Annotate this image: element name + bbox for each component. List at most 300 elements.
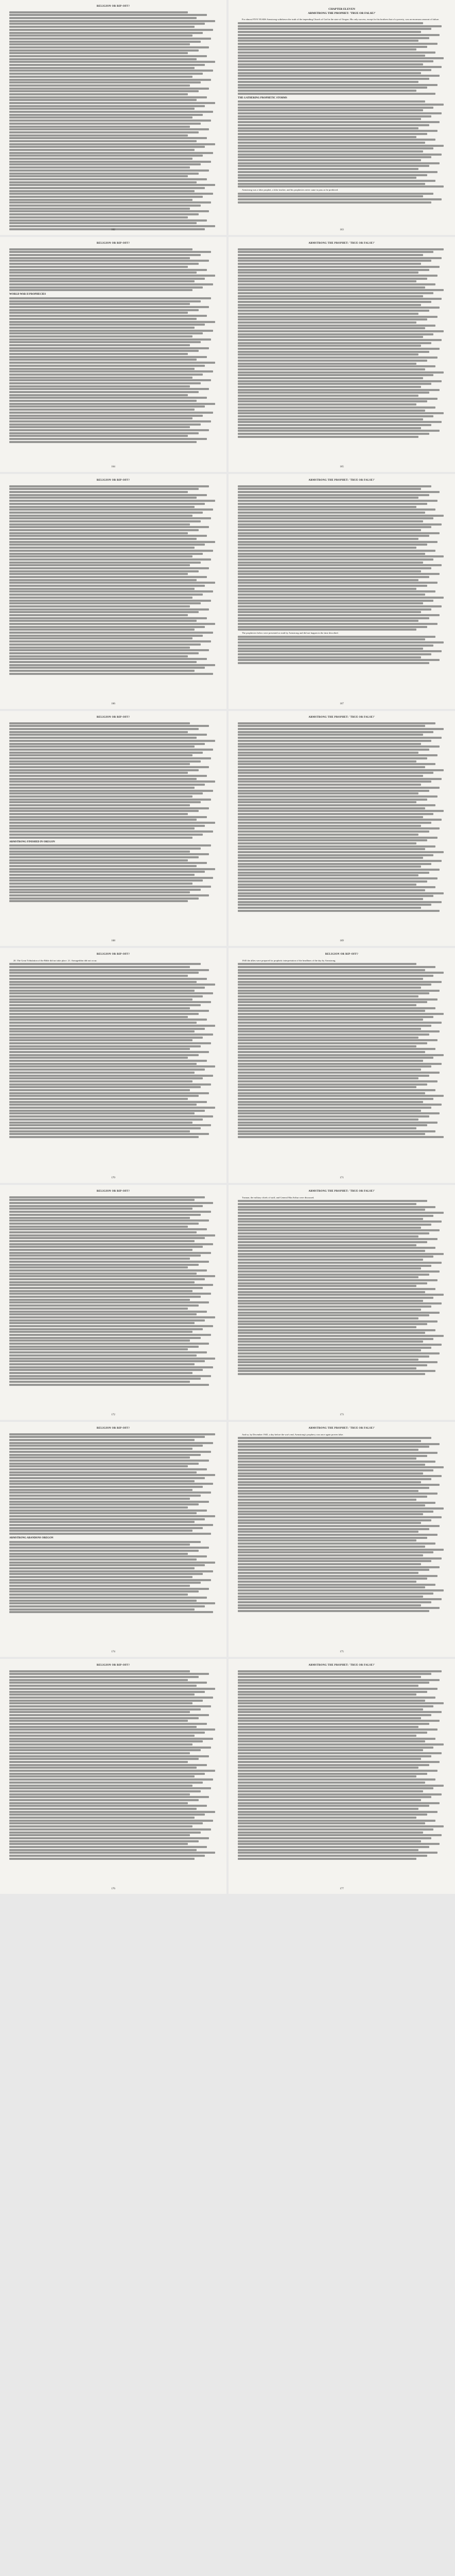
text-line (238, 877, 437, 879)
book-page (0, 1422, 226, 1657)
text-line (9, 149, 195, 151)
text-line (9, 673, 213, 675)
text-line (9, 1785, 192, 1787)
text-line (238, 424, 431, 426)
text-line (9, 1726, 197, 1728)
text-line (9, 757, 211, 759)
text-line (238, 1244, 416, 1246)
text-line (238, 804, 435, 806)
text-line (9, 515, 192, 517)
text-line (238, 263, 421, 265)
text-line (9, 1796, 209, 1798)
text-line (9, 1363, 195, 1365)
text-line (238, 1037, 418, 1039)
text-line (9, 827, 195, 829)
text-line (9, 1740, 203, 1742)
text-line (238, 133, 427, 135)
text-line (9, 1308, 188, 1310)
text-line (238, 1601, 431, 1603)
text-line (9, 114, 203, 116)
text-line (9, 1196, 205, 1198)
text-line (238, 1740, 425, 1742)
text-line (238, 1107, 431, 1109)
text-line (238, 1262, 442, 1264)
text-line (238, 177, 416, 179)
text-line (9, 1585, 190, 1587)
text-line (9, 1016, 188, 1018)
text-line (238, 63, 423, 65)
text-line (9, 1065, 215, 1067)
text-line (9, 280, 195, 282)
text-line (238, 1265, 431, 1267)
text-line (238, 1693, 416, 1696)
text-line (238, 1267, 421, 1269)
text-line (238, 1118, 418, 1121)
text-line (238, 834, 418, 836)
text-line (238, 623, 437, 625)
book-page (229, 1422, 455, 1657)
text-line (238, 386, 421, 388)
text-line (9, 131, 199, 133)
text-line (238, 1472, 423, 1475)
text-line (9, 1501, 209, 1503)
text-line (238, 57, 444, 59)
text-line (9, 1060, 207, 1062)
text-line (238, 570, 421, 572)
text-line (238, 81, 418, 83)
text-line (9, 810, 199, 812)
text-line (238, 1030, 440, 1032)
text-line (238, 1212, 444, 1214)
text-line (238, 1224, 431, 1226)
text-line (9, 1246, 203, 1248)
text-line (238, 1323, 427, 1325)
text-line (9, 438, 207, 440)
text-line (9, 199, 192, 201)
text-line (9, 46, 209, 48)
text-line (9, 787, 195, 789)
text-line (238, 1110, 421, 1112)
text-line (9, 1787, 211, 1789)
text-line (9, 886, 211, 888)
text-line (9, 420, 211, 422)
text-line (238, 1799, 421, 1801)
text-line (238, 594, 425, 596)
text-line (9, 1454, 201, 1456)
text-line (238, 1610, 429, 1612)
text-line (9, 1717, 199, 1719)
text-line (9, 1720, 188, 1722)
text-line (238, 813, 433, 815)
text-line (238, 629, 416, 631)
text-line (9, 400, 197, 402)
text-line (9, 289, 192, 291)
text-line (9, 1127, 201, 1129)
text-line (9, 749, 213, 751)
text-line (238, 1065, 431, 1067)
text-line (238, 1584, 435, 1586)
text-line (238, 1817, 416, 1819)
text-line (238, 174, 427, 176)
text-line (238, 1221, 442, 1223)
text-line (238, 48, 416, 50)
paragraph: Truman, the military chiefs of staff, and General MacArthur were discussed. (242, 1196, 314, 1199)
text-line (9, 790, 213, 792)
text-line (238, 1802, 440, 1804)
text-line (9, 1115, 213, 1117)
text-line (9, 640, 211, 642)
text-line (9, 883, 192, 885)
text-line (238, 1767, 418, 1769)
text-line (9, 1749, 201, 1751)
text-line (9, 1761, 188, 1763)
text-line (9, 1670, 190, 1672)
text-line (9, 1337, 201, 1339)
text-line (238, 1279, 437, 1281)
text-line (238, 837, 437, 839)
text-line (238, 1673, 431, 1675)
text-line (9, 1033, 213, 1036)
text-line (9, 1832, 201, 1834)
text-line (238, 1714, 431, 1716)
text-line (238, 734, 423, 736)
text-line (238, 1349, 421, 1351)
text-line (238, 136, 416, 138)
text-line (238, 1481, 421, 1483)
text-line (238, 100, 425, 103)
page-number: 167 (340, 703, 344, 706)
text-line (238, 585, 427, 587)
text-line (9, 1331, 192, 1333)
text-line (238, 1808, 418, 1810)
text-line (238, 1136, 444, 1138)
text-line (9, 1133, 209, 1135)
text-line (238, 55, 425, 57)
text-line (238, 1607, 440, 1609)
text-line (238, 1787, 433, 1789)
text-line (9, 166, 190, 168)
text-line (238, 1557, 442, 1560)
text-line (9, 1811, 215, 1813)
text-line (238, 330, 444, 332)
text-line (238, 1452, 437, 1454)
text-line (9, 1524, 213, 1526)
text-line (238, 1092, 425, 1094)
text-line (9, 1483, 213, 1485)
text-line (9, 620, 197, 622)
text-line (9, 254, 201, 256)
text-line (9, 1231, 197, 1233)
text-line (238, 395, 418, 397)
section-heading: ARMSTRONG ABANDONS OREGON (9, 1537, 54, 1540)
text-line (238, 1312, 440, 1314)
text-line (238, 1028, 421, 1030)
text-line (9, 837, 192, 839)
text-line (9, 70, 213, 72)
text-line (238, 588, 416, 590)
text-line (9, 1258, 190, 1260)
text-line (9, 851, 190, 853)
text-line (238, 398, 437, 400)
text-line (9, 1340, 190, 1342)
text-line (9, 1028, 205, 1030)
text-line (238, 257, 442, 259)
text-line (9, 509, 213, 511)
text-line (238, 1543, 435, 1545)
text-line (238, 1352, 440, 1354)
text-line (9, 1442, 213, 1444)
text-line (238, 1285, 416, 1287)
text-line (9, 173, 199, 175)
text-line (238, 1355, 429, 1358)
book-page (0, 1659, 226, 1894)
text-line (238, 1676, 421, 1678)
text-line (238, 1440, 421, 1442)
text-line (238, 1840, 421, 1842)
text-line (9, 205, 201, 207)
text-line (238, 1717, 421, 1719)
text-line (9, 1322, 195, 1324)
text-line (238, 433, 429, 435)
text-line (9, 1778, 213, 1781)
text-line (9, 825, 205, 827)
text-line (9, 1278, 205, 1280)
text-line (9, 506, 195, 508)
text-line (238, 656, 421, 658)
text-line (9, 140, 197, 142)
text-line (9, 1384, 209, 1386)
text-line (238, 60, 433, 62)
text-line (9, 848, 201, 850)
text-line (9, 208, 190, 210)
text-line (238, 118, 421, 120)
text-line (9, 1086, 201, 1088)
text-line (238, 1852, 437, 1854)
text-line (238, 1566, 440, 1568)
text-line (238, 1747, 433, 1749)
text-line (238, 1122, 437, 1124)
text-line (238, 1578, 427, 1580)
text-line (9, 1743, 192, 1745)
text-line (238, 1338, 433, 1340)
text-line (9, 1747, 211, 1749)
text-line (238, 1241, 427, 1243)
text-line (9, 143, 215, 145)
text-line (238, 1688, 437, 1690)
page-number: 176 (111, 1888, 115, 1891)
text-line (238, 374, 433, 376)
text-line (9, 1130, 190, 1132)
text-line (238, 995, 418, 997)
text-line (238, 1025, 431, 1027)
text-line (9, 126, 190, 128)
page-number: 163 (340, 229, 344, 232)
text-line (9, 897, 199, 900)
text-line (9, 216, 188, 218)
text-line (238, 1589, 444, 1591)
text-line (238, 769, 444, 771)
book-page (229, 948, 455, 1183)
text-line (9, 260, 209, 262)
book-page (0, 474, 226, 709)
text-line (238, 1825, 444, 1827)
text-line (238, 564, 442, 566)
text-line (238, 1685, 418, 1687)
text-line (9, 734, 207, 736)
text-line (9, 123, 201, 125)
text-line (238, 503, 427, 505)
text-line (9, 128, 209, 130)
text-line (9, 1360, 205, 1362)
text-line (9, 1354, 197, 1357)
text-line (9, 1304, 199, 1307)
text-line (9, 441, 197, 443)
text-line (9, 1275, 215, 1277)
text-line (238, 1575, 437, 1577)
text-line (238, 360, 427, 362)
text-line (9, 1775, 195, 1777)
text-line (238, 1007, 435, 1009)
text-line (9, 1037, 203, 1039)
text-line (238, 1572, 418, 1574)
book-page (229, 474, 455, 709)
text-line (238, 579, 418, 581)
text-line (9, 269, 207, 271)
text-line (238, 509, 435, 511)
text-line (9, 1597, 207, 1599)
text-line (9, 193, 213, 195)
text-line (9, 570, 199, 572)
text-line (9, 722, 190, 724)
running-head: ARMSTRONG THE PROPHET: 'TRUE OR FALSE?' (308, 716, 375, 719)
text-line (9, 579, 197, 581)
text-line (238, 998, 437, 1001)
text-line (9, 1025, 215, 1027)
text-line (238, 602, 423, 604)
text-line (238, 659, 440, 661)
text-line (238, 365, 435, 367)
text-line (238, 1259, 423, 1261)
text-line (9, 368, 195, 370)
text-line (238, 787, 440, 789)
text-line (9, 652, 199, 654)
text-line (9, 134, 188, 137)
text-line (238, 371, 444, 374)
text-line (9, 597, 192, 599)
text-line (9, 1544, 190, 1546)
text-line (238, 884, 416, 886)
text-line (238, 130, 437, 132)
text-line (238, 1130, 435, 1132)
text-line (9, 743, 205, 745)
text-line (9, 266, 188, 268)
text-line (9, 754, 192, 756)
text-line (238, 1828, 433, 1831)
text-line (238, 1115, 429, 1117)
text-line (9, 1495, 201, 1497)
text-line (238, 766, 425, 768)
text-line (9, 894, 209, 896)
text-line (238, 1516, 442, 1518)
text-line (238, 1484, 440, 1486)
text-line (9, 1249, 192, 1251)
text-line (238, 825, 421, 827)
text-line (9, 523, 190, 526)
page-number: 174 (111, 1651, 115, 1654)
text-line (238, 1274, 429, 1276)
text-line (9, 602, 201, 604)
text-line (9, 1089, 190, 1091)
text-line (9, 353, 188, 355)
text-line (238, 904, 431, 906)
text-line (238, 357, 437, 359)
text-line (9, 272, 197, 274)
paragraph: The prophecies below were presented as truth by Armstrong and did not happen in the time described. (242, 632, 339, 635)
text-line (9, 558, 211, 561)
text-line (9, 647, 190, 649)
text-line (9, 1112, 195, 1114)
text-line (9, 605, 190, 607)
text-line (9, 35, 192, 37)
text-line (9, 64, 205, 66)
text-line (238, 1551, 433, 1553)
text-line (238, 1560, 431, 1562)
text-line (9, 538, 197, 540)
chapter-title: ARMSTRONG THE PROPHET: 'TRUE OR FALSE?' (308, 11, 376, 15)
text-line (9, 775, 207, 777)
text-line (9, 1600, 197, 1602)
text-line (238, 854, 433, 856)
text-line (9, 350, 199, 352)
text-line (238, 1229, 440, 1231)
text-line (238, 351, 429, 353)
text-line (9, 1465, 188, 1467)
text-line (9, 108, 195, 110)
text-line (238, 1206, 435, 1208)
text-line (238, 201, 431, 204)
text-line (238, 869, 440, 871)
text-line (9, 1728, 215, 1731)
text-line (9, 1075, 213, 1077)
text-line (238, 1790, 423, 1792)
text-line (9, 1611, 213, 1613)
text-line (238, 535, 429, 537)
text-line (9, 1202, 213, 1204)
text-line (238, 368, 425, 370)
text-line (9, 158, 192, 160)
text-line (9, 629, 195, 631)
text-line (9, 1369, 203, 1371)
text-line (238, 1022, 442, 1024)
text-line (9, 96, 207, 98)
text-line (9, 667, 205, 669)
text-line (9, 670, 195, 672)
text-line (238, 898, 423, 900)
text-line (9, 544, 205, 546)
text-line (238, 1519, 431, 1521)
text-line (238, 737, 442, 739)
text-line (9, 412, 213, 414)
text-line (238, 154, 442, 156)
text-line (238, 1291, 425, 1293)
text-line (9, 769, 199, 771)
text-line (9, 88, 209, 90)
text-line (238, 1309, 421, 1311)
text-line (238, 1469, 433, 1471)
text-line (9, 1439, 195, 1441)
text-line (238, 526, 431, 528)
text-line (9, 799, 211, 801)
